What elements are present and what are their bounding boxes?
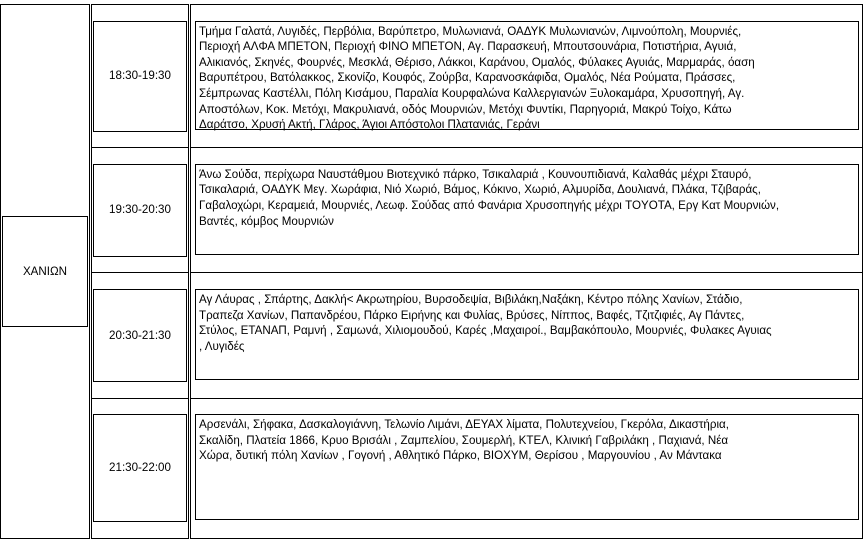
areas-text: Άνω Σούδα, περίχωρα Ναυστάθμου Βιοτεχνικό πάρκο, Τσικαλαριά , Κουνουπιδιανά, Καλαθάς μέχρι Σταυρό, Τσικαλαριά, ΟΑΔΥΚ Μεγ. Χωράφια, Νιό Χωριό, Βάμος, Κόκινο, Χωριό, Αλμυρίδα, Δουλιανά, Πλάκα, Τζιβαράς, Γαβαλοχώρι, Κεραμειά, Μουρνιές, Λεωφ. Σούδας από Φανάρια Χρυσοπηγής μέχρι TOYOTA, Εργ Κατ Μουρνιών, Βαντές, κόμβος Μουρνιών (195, 164, 859, 255)
table-row (1, 398, 863, 538)
table-row (1, 273, 863, 398)
time-slot-label: 20:30-21:30 (109, 328, 171, 342)
time-slot-label: 21:30-22:00 (109, 461, 171, 475)
power-outage-schedule-table (0, 4, 863, 539)
region-cell (1, 5, 91, 539)
table-row (1, 5, 863, 148)
table-row (1, 148, 863, 273)
areas-text: Αγ Λάυρας , Σπάρτης, Δακλή< Ακρωτηρίου, Βυρσοδεψία, Βιβιλάκη,Ναξάκη, Κέντρο πόλης Χανίων, Στάδιο, Τραπεζα Χανίων, Παπανδρέου, Πάρκο Ειρήνης και Φυλίας, Βρύσες, Νίππος, Βαφές, Τζιτζιφιές, Αγ Πάντες, Στύλος, ΕΤΑΝΑΠ, Ραμνή , Σαμωνά, Χιλιομουδού, Καρές ,Μαχαιροί., Βαμβακόπουλο, Μουρνιές, Φυλακες Αγυιας , Λυγιδές (195, 289, 859, 380)
areas-cell (190, 5, 863, 148)
region-label: ΧΑΝΙΩΝ (22, 264, 68, 278)
time-cell (91, 398, 190, 538)
time-cell (91, 273, 190, 398)
areas-text: Αρσενάλι, Σήφακα, Δασκαλογιάννη, Τελωνίο Λιμάνι, ΔΕΥΑΧ λίματα, Πολυτεχνείου, Γκερόλα, Δικαστήρια, Σκαλίδη, Πλατεία 1866, Κρυο Βρισάλι , Ζαμπελίου, Σουμερλή, ΚΤΕΛ, Κλινική Γαβριλάκη , Παχιανά, Νέα Χώρα, δυτική πόλη Χανίων , Γογονή , Αθλητικό Πάρκο, ΒΙΟΧΥΜ, Θερίσου , Μαργουνίου , Αν Μάντακα (195, 414, 859, 520)
time-cell (91, 5, 190, 148)
areas-text: Τμήμα Γαλατά, Λυγιδές, Περβόλια, Βαρύπετρο, Μυλωνιανά, ΟΑΔΥΚ Μυλωνιανών, Λιμνούπολη, Μουρνιές, Περιοχή ΑΛΦΑ ΜΠΕΤΟΝ, Περιοχή ΦΙΝΟ ΜΠΕΤΟΝ, Αγ. Παρασκευή, Μπουτσουνάρια, Ποτιστήρια, Αγυιά, Αλικιανός, Σκηνές, Φουρνές, Μεσκλά, Θέρισο, Λάκκοι, Καράνου, Ομαλός, Φύλακες Αγυιάς, Μαρμαράς, όαση Βαρυπέτρου, Βατόλακκος, Σκονίζο, Κουφός, Ζούρβα, Καρανοσκάφιδα, Ομαλός, Νέα Ρούματα, Πράσσες, Σέμπρωνας Καστέλλι, Πόλη Κισάμου, Παραλία Κουρφαλώνα Καλλεργιανών Ξυλοκαμάρα, Χρυσοπηγή, Αγ. Αποστόλων, Κοκ. Μετόχι, Μακρυλιανά, οδός Μουρνιών, Μετόχι Φυντίκι, Παρηγοριά, Μακρύ Τοίχο, Κάτω Δαράτσο, Χρυσή Ακτή, Γλάρος, Άγιοι Απόστολοι Πλατανιάς, Γεράνι (195, 21, 859, 130)
time-slot-label: 18:30-19:30 (109, 69, 171, 83)
areas-cell (190, 148, 863, 273)
areas-cell (190, 273, 863, 398)
time-cell (91, 148, 190, 273)
time-slot-label: 19:30-20:30 (109, 203, 171, 217)
areas-cell (190, 398, 863, 538)
